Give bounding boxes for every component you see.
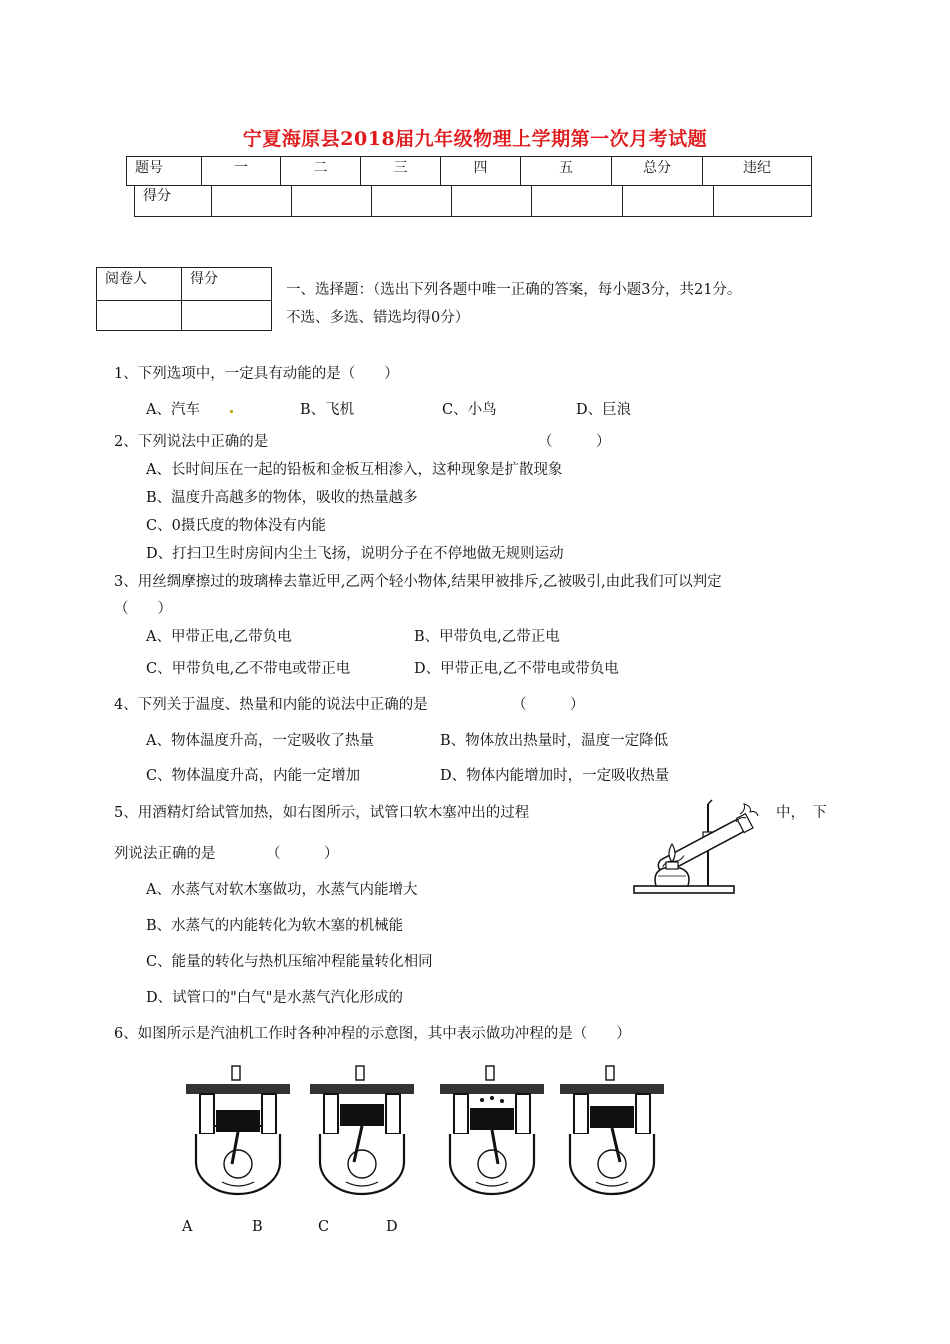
q2-stem: 2、下列说法中正确的是 (114, 434, 269, 450)
q3-answer-paren: （ ） (114, 601, 172, 617)
q2-answer-paren: （ ） (538, 434, 611, 450)
q4-stem: 4、下列关于温度、热量和内能的说法中正确的是 (114, 697, 428, 713)
q4-answer-paren: （ ） (512, 697, 585, 713)
page-title: 宁夏海原县2018届九年级物理上学期第一次月考试题 (242, 128, 708, 150)
figure-label-a: A (182, 1219, 193, 1235)
score-header-cell: 二 (281, 157, 361, 186)
q4-option-a[interactable]: A、物体温度升高，一定吸收了热量 (146, 733, 374, 749)
q3-option-d[interactable]: D、甲带正电,乙不带电或带负电 (414, 661, 619, 677)
q5-stem-start: 5、用酒精灯给试管加热，如右图所示，试管口软木塞冲出的过程 (114, 805, 530, 821)
score-table-header-row (127, 157, 812, 186)
reviewer-cell[interactable] (97, 301, 182, 331)
score-header-cell: 一 (202, 157, 281, 186)
engine-stroke-figure-a (182, 1064, 294, 1200)
test-tube-heating-figure (628, 796, 764, 904)
section-note: 不选、多选、错选均得0分） (286, 310, 470, 326)
q4-option-d[interactable]: D、物体内能增加时，一定吸收热量 (440, 768, 670, 784)
q1-option-a[interactable]: A、汽车 (146, 402, 200, 418)
q6-stem: 6、如图所示是汽油机工作时各种冲程的示意图，其中表示做功冲程的是（ ） (114, 1026, 631, 1042)
reviewer-label: 阅卷人 (97, 268, 182, 301)
q1-option-d[interactable]: D、巨浪 (576, 402, 632, 418)
score-header-cell: 三 (361, 157, 441, 186)
engine-stroke-figure-c (436, 1064, 548, 1200)
score-header-cell: 四 (441, 157, 521, 186)
engine-stroke-figure-b (306, 1064, 418, 1200)
q5-option-a[interactable]: A、水蒸气对软木塞做功，水蒸气内能增大 (146, 882, 418, 898)
score-table-row2 (134, 185, 812, 217)
q4-option-c[interactable]: C、物体温度升高，内能一定增加 (146, 768, 361, 784)
q3-option-c[interactable]: C、甲带负电,乙不带电或带正电 (146, 661, 351, 677)
score-row-label: 得分 (135, 186, 212, 217)
stray-mark (230, 410, 233, 413)
q5-option-d[interactable]: D、试管口的"白气"是水蒸气汽化形成的 (146, 990, 403, 1006)
score-header-cell: 总分 (612, 157, 703, 186)
score-table (126, 156, 812, 186)
score-header-cell: 五 (521, 157, 612, 186)
figure-label-b: B (252, 1219, 263, 1235)
q5-option-b[interactable]: B、水蒸气的内能转化为软木塞的机械能 (146, 918, 404, 934)
q1-option-c[interactable]: C、小鸟 (442, 402, 497, 418)
score-cell[interactable] (372, 186, 452, 217)
q1-stem: 1、下列选项中，一定具有动能的是（ ） (114, 366, 399, 382)
score-cell[interactable] (532, 186, 623, 217)
q1-option-b[interactable]: B、飞机 (300, 402, 355, 418)
figure-label-c: C (318, 1219, 330, 1235)
section-heading: 一、选择题：（选出下列各题中唯一正确的答案，每小题3分，共21分。 (286, 282, 742, 298)
q5-answer-paren: （ ） (266, 846, 339, 862)
score-header-cell: 题号 (127, 157, 202, 186)
q5-stem-continued: 中， 下 (776, 805, 827, 821)
score-cell[interactable] (714, 186, 812, 217)
score-cell[interactable] (452, 186, 532, 217)
q2-option-b[interactable]: B、温度升高越多的物体，吸收的热量越多 (146, 490, 418, 506)
q5-option-c[interactable]: C、能量的转化与热机压缩冲程能量转化相同 (146, 954, 433, 970)
grader-table (96, 267, 272, 331)
q3-option-b[interactable]: B、甲带负电,乙带正电 (414, 629, 560, 645)
q3-stem: 3、用丝绸摩擦过的玻璃棒去靠近甲,乙两个轻小物体,结果甲被排斥,乙被吸引,由此我们可以判定 (114, 574, 722, 590)
engine-stroke-figure-d (556, 1064, 668, 1200)
q2-option-c[interactable]: C、0摄氏度的物体没有内能 (146, 518, 326, 534)
score-header-cell: 违纪 (703, 157, 812, 186)
q2-option-a[interactable]: A、长时间压在一起的铅板和金板互相渗入，这种现象是扩散现象 (146, 462, 563, 478)
q5-stem-end: 列说法正确的是 (114, 846, 216, 862)
grader-score-label: 得分 (182, 268, 272, 301)
figure-label-d: D (386, 1219, 398, 1235)
q4-option-b[interactable]: B、物体放出热量时，温度一定降低 (440, 733, 669, 749)
grader-score-cell[interactable] (182, 301, 272, 331)
q2-option-d[interactable]: D、打扫卫生时房间内尘土飞扬，说明分子在不停地做无规则运动 (146, 546, 564, 562)
score-cell[interactable] (623, 186, 714, 217)
score-cell[interactable] (212, 186, 292, 217)
q3-option-a[interactable]: A、甲带正电,乙带负电 (146, 629, 292, 645)
score-cell[interactable] (292, 186, 372, 217)
